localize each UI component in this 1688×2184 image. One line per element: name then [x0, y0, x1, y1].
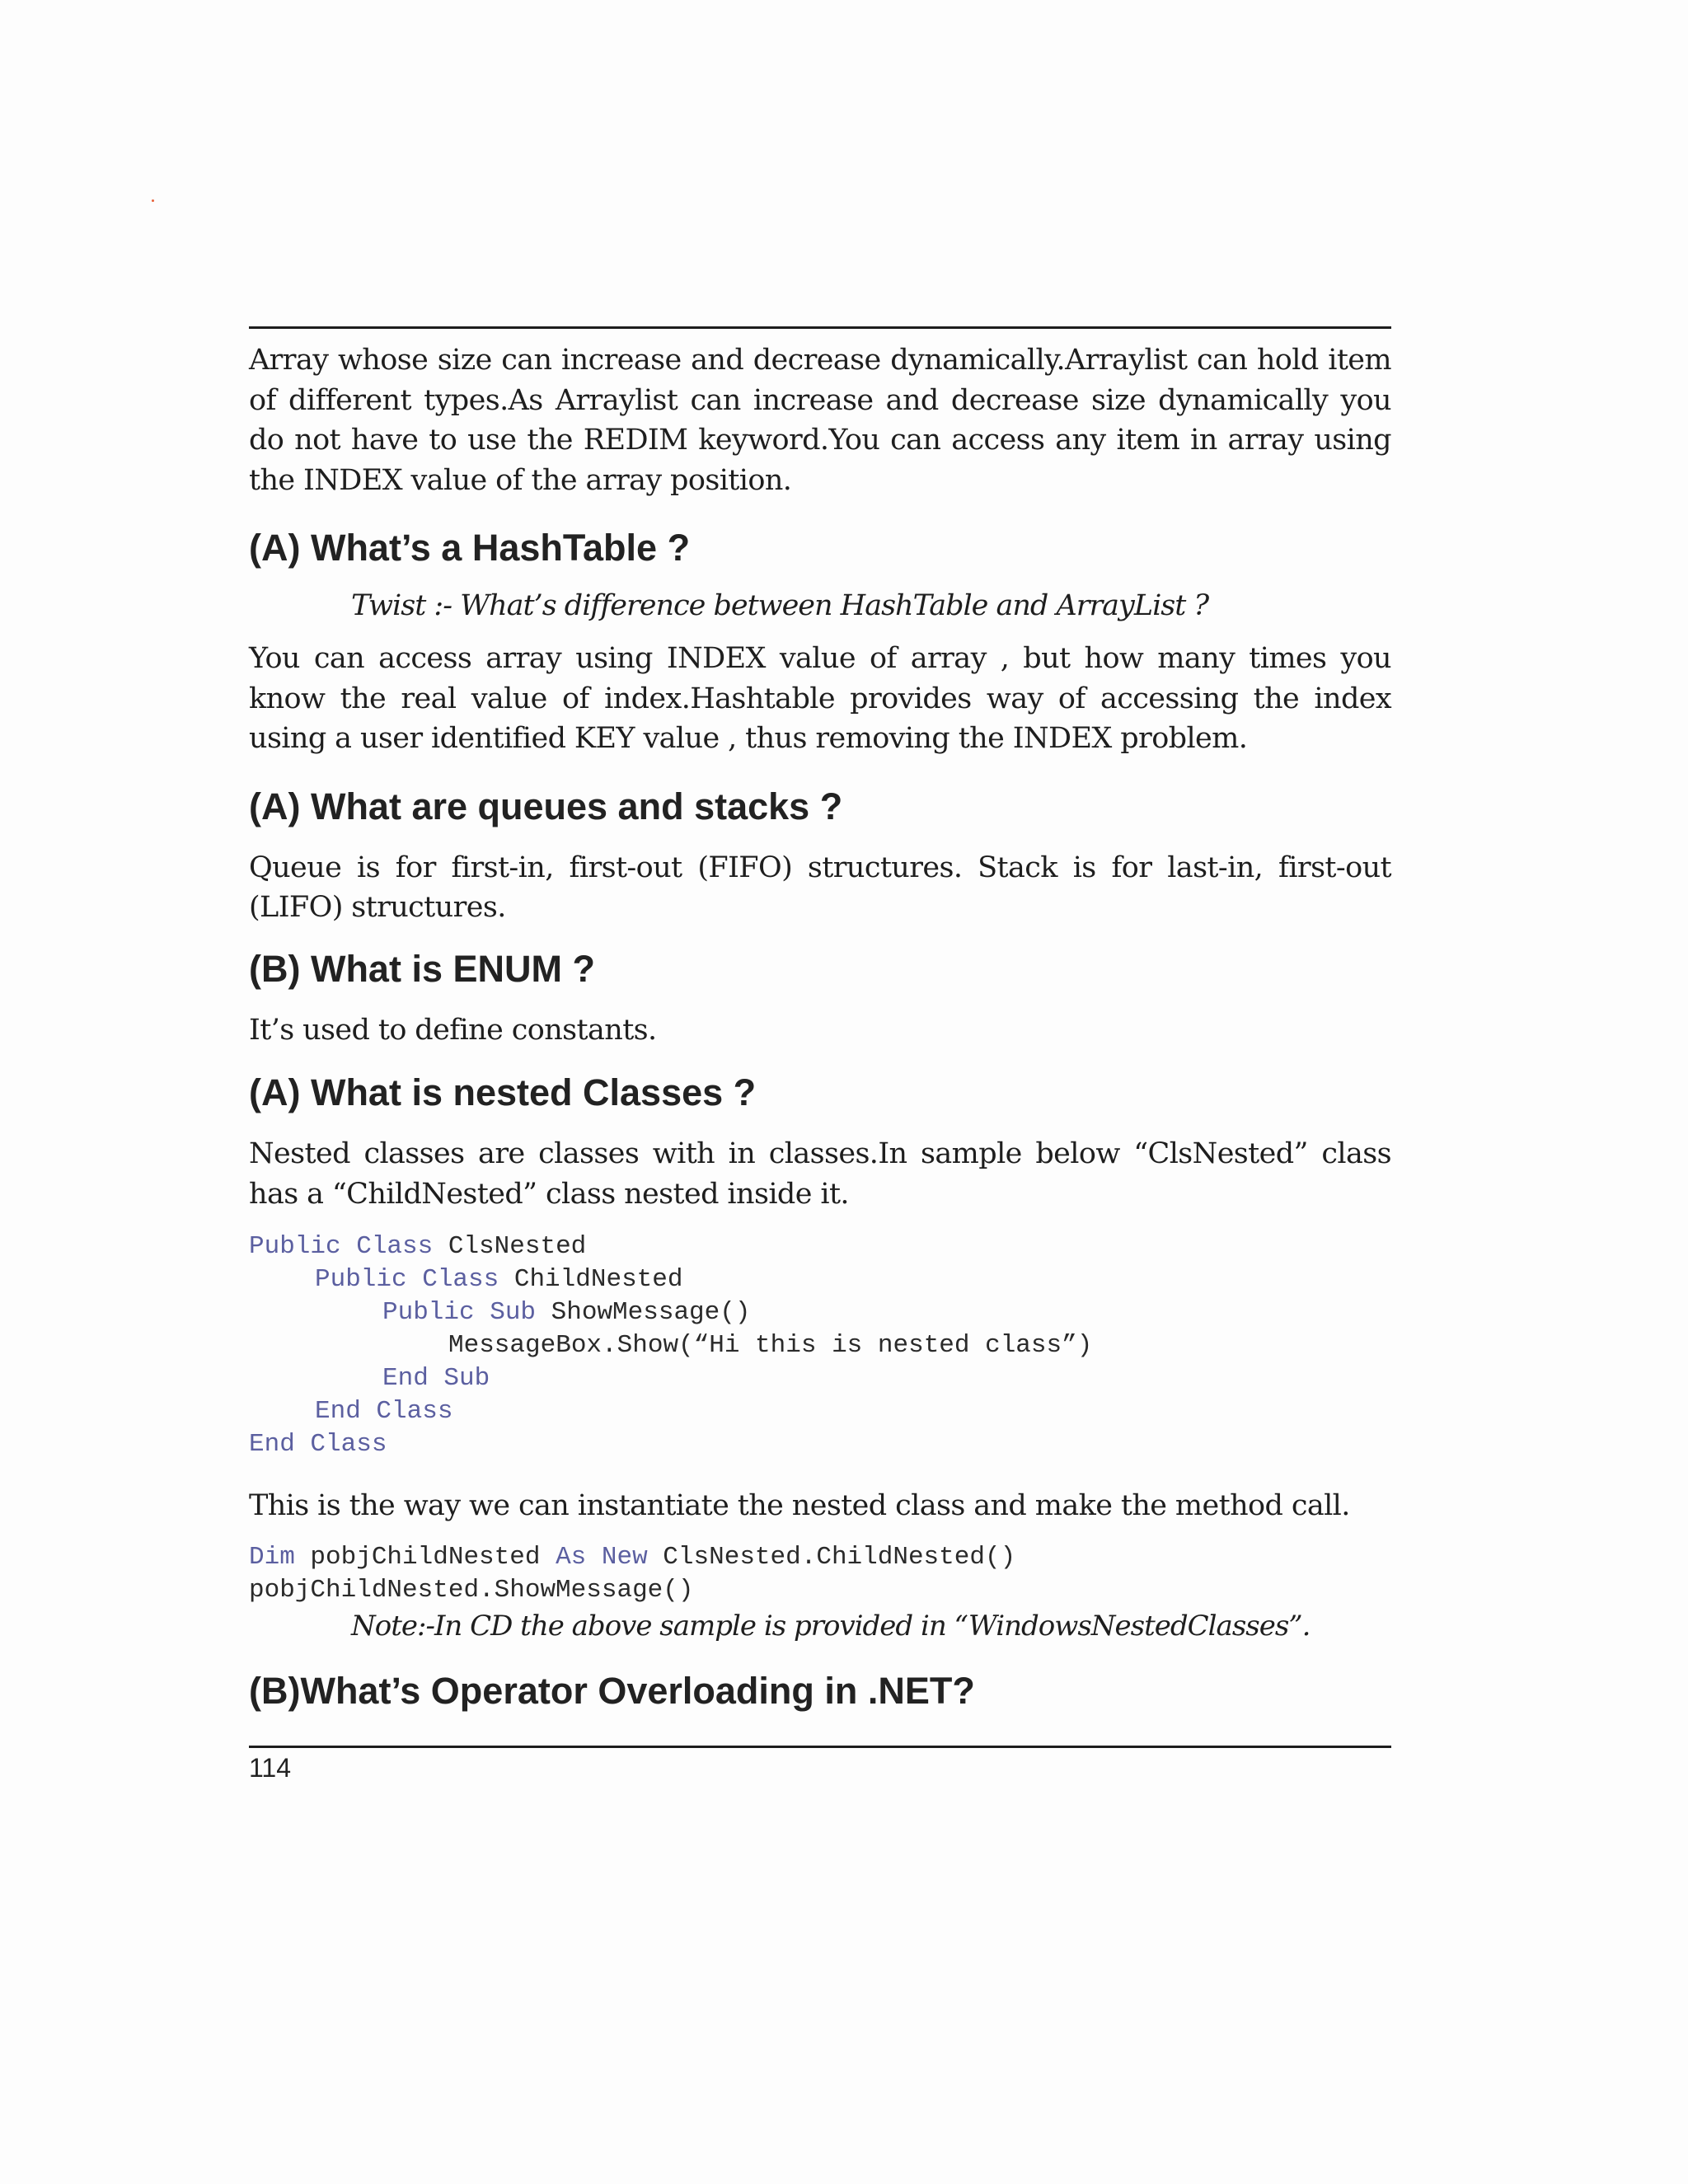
code-keyword: Dim	[249, 1542, 295, 1572]
page-content	[249, 326, 1391, 1784]
code-block-instantiate	[249, 1541, 1391, 1607]
cd-sample-note: Note:-In CD the above sample is provided in “WindowsNestedClasses”.	[351, 1609, 1311, 1643]
heading-queues-stacks: (A) What are queues and stacks ?	[249, 785, 843, 827]
code-line	[249, 1230, 1391, 1263]
code-text: pobjChildNested.ShowMessage()	[249, 1575, 694, 1605]
code-block-nested	[249, 1230, 1391, 1461]
code-line	[249, 1296, 1391, 1329]
code-text: ClsNested	[433, 1232, 587, 1261]
instantiate-paragraph: This is the way we can instantiate the nested class and make the method call.	[249, 1489, 1350, 1522]
footer-rule	[249, 1746, 1391, 1748]
page-number: 114	[249, 1752, 292, 1783]
code-keyword: Public Class	[249, 1232, 434, 1261]
code-text: ClsNested.ChildNested()	[647, 1542, 1016, 1572]
code-keyword: End Class	[315, 1397, 453, 1426]
code-line	[249, 1263, 1391, 1296]
code-text: pobjChildNested	[294, 1542, 556, 1572]
code-keyword: As New	[556, 1542, 648, 1572]
margin-mark	[152, 199, 154, 202]
hashtable-paragraph: You can access array using INDEX value of array , but how many times you know the real value of index.Hashtable provides way of accessing the index using a user identified KEY value , thus removing the INDEX problem.	[249, 642, 1391, 755]
code-text: ChildNested	[499, 1265, 683, 1294]
queues-paragraph: Queue is for first-in, first-out (FIFO) structures. Stack is for last-in, first-out (LIFO) structures.	[249, 851, 1391, 924]
code-line	[249, 1541, 1391, 1574]
code-line	[249, 1574, 1391, 1607]
code-keyword: End Class	[249, 1430, 387, 1459]
code-keyword: Public Class	[315, 1265, 499, 1294]
twist-question: Twist :- What’s difference between HashTable and ArrayList ?	[351, 589, 1209, 622]
code-line	[249, 1395, 1391, 1428]
code-keyword: Public Sub	[382, 1298, 537, 1327]
code-line	[249, 1428, 1391, 1461]
heading-operator-overloading: (B)What’s Operator Overloading in .NET?	[249, 1669, 975, 1712]
enum-paragraph: It’s used to define constants.	[249, 1013, 657, 1047]
code-line	[249, 1329, 1391, 1362]
header-rule	[249, 326, 1391, 329]
intro-paragraph: Array whose size can increase and decrease dynamically.Arraylist can hold item of different types.As Arraylist can increase and decrease size dynamically you do not have to use the REDIM keyword.You can access any item in array using the INDEX value of the array position.	[249, 344, 1391, 497]
code-line	[249, 1362, 1391, 1395]
nested-paragraph: Nested classes are classes with in classes.In sample below “ClsNested” class has a “ChildNested” class nested inside it.	[249, 1137, 1391, 1211]
code-keyword: End Sub	[382, 1364, 490, 1393]
code-text: ShowMessage()	[536, 1298, 751, 1327]
heading-nested-classes: (A) What is nested Classes ?	[249, 1071, 757, 1113]
heading-enum: (B) What is ENUM ?	[249, 947, 595, 990]
code-text: MessageBox.Show(“Hi this is nested class”)	[448, 1331, 1093, 1360]
heading-hashtable: (A) What’s a HashTable ?	[249, 527, 691, 569]
